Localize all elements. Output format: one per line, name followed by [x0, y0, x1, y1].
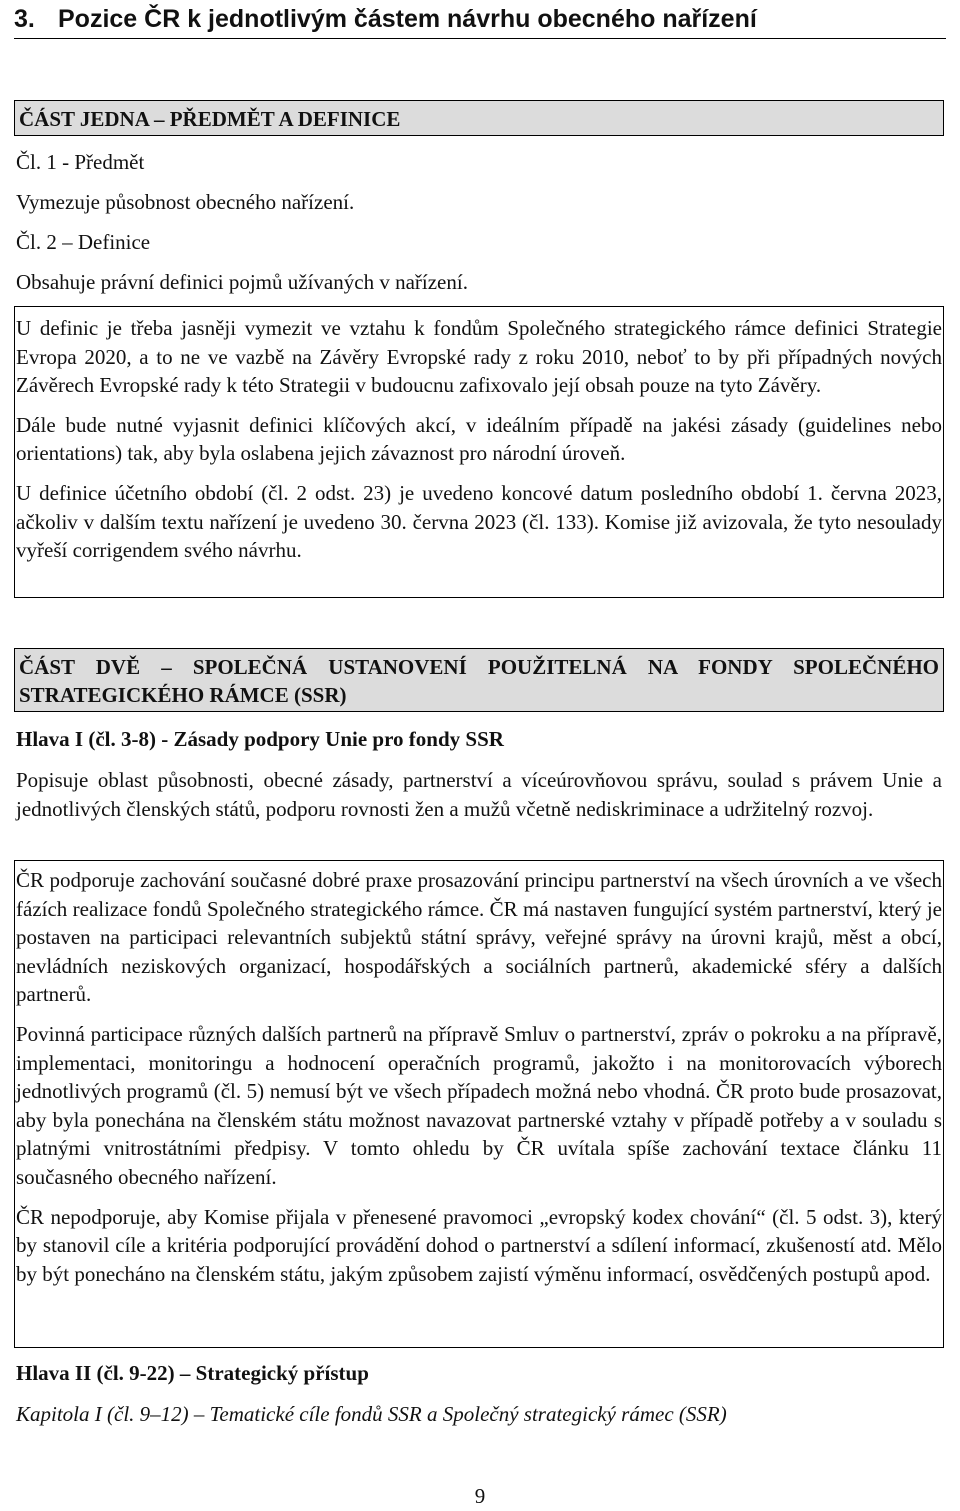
- position-paragraph: ČR nepodporuje, aby Komise přijala v přenesené pravomoci „evropský kodex chování“ (čl. 5 odst. 3), který by stanovil cíle a kritéria podporující provádění dohod o partnerství a sdílení informací, zkušeností atd. Mělo by být ponecháno na členském státu, jakým způsobem zajistí výměnu informací, osvědčených postupů apod.: [16, 1204, 942, 1286]
- part-one-heading: [14, 100, 944, 136]
- chapter-number: 3.: [14, 5, 35, 33]
- article-2-title: Čl. 2 – Definice: [16, 230, 151, 254]
- title-two: [16, 1359, 942, 1388]
- title-one-heading: Hlava I (čl. 3-8) - Zásady podpory Unie pro fondy SSR: [16, 727, 504, 751]
- article-1-text: Vymezuje působnost obecného nařízení.: [16, 190, 355, 214]
- part-two-heading: [14, 648, 944, 712]
- article-2-text: Obsahuje právní definici pojmů užívaných v nařízení.: [16, 270, 468, 294]
- position-paragraph: U definic je třeba jasněji vymezit ve vztahu k fondům Společného strategického rámce definici Strategie Evropa 2020, a to ne ve vazbě na Závěry Evropské rady z roku 2010, neboť to by při případných nových Závěrech Evropské rady k této Strategii v budoucnu zafixovalo její obsah pouze na tyto Závěry.: [16, 316, 942, 398]
- position-paragraph: U definice účetního období (čl. 2 odst. 23) je uvedeno koncové datum posledního období 1. června 2023, ačkoliv v dalším textu nařízení je uvedeno 30. června 2023 (čl. 133). Komise již avizovala, že tyto nesoulady vyřeší corrigendem svého návrhu.: [16, 480, 942, 563]
- title-one-description: [16, 766, 942, 823]
- chapter-one: [16, 1400, 942, 1429]
- chapter-title: Pozice ČR k jednotlivým částem návrhu obecného nařízení: [58, 5, 757, 33]
- title-one-text: Popisuje oblast působnosti, obecné zásady, partnerství a víceúrovňovou správu, soulad s právem Unie a jednotlivých členských států, podporu rovnosti žen a mužů včetně nediskriminace a udržitelný rozvoj.: [16, 768, 942, 821]
- definitions-position: [16, 314, 942, 565]
- article-1-title: Čl. 1 - Předmět: [16, 150, 145, 174]
- title-two-heading: Hlava II (čl. 9-22) – Strategický přístup: [16, 1361, 369, 1385]
- partnership-position: [16, 866, 942, 1288]
- chapter-heading: [14, 4, 946, 39]
- part-one-heading-text: ČÁST JEDNA – PŘEDMĚT A DEFINICE: [19, 107, 401, 131]
- part-two-heading-text: ČÁST DVĚ – SPOLEČNÁ USTANOVENÍ POUŽITELNÁ NA FONDY SPOLEČNÉHO STRATEGICKÉHO RÁMCE (SSR): [19, 655, 939, 707]
- chapter-one-heading: Kapitola I (čl. 9–12) – Tematické cíle fondů SSR a Společný strategický rámec (SSR): [16, 1402, 727, 1426]
- page-number: 9: [474, 1484, 486, 1508]
- position-paragraph: Dále bude nutné vyjasnit definici klíčových akcí, v ideálním případě na jakési zásady (guidelines nebo orientations) tak, aby byla oslabena jejich závaznost pro národní úroveň.: [16, 412, 942, 466]
- article-1: [16, 148, 942, 297]
- title-one: [16, 725, 942, 754]
- position-paragraph: Povinná participace různých dalších partnerů na přípravě Smluv o partnerství, zpráv o pokroku a na přípravě, implementaci, monitoringu a hodnocení operačních programů, jakožto i na monitorovacích výborech jednotlivých programů (čl. 5) nemusí být ve všech případech možná nebo vhodná. ČR proto bude prosazovat, aby byla ponechána na členském státu možnost navazovat partnerské vztahy v případě potřeby a v souladu s platnými vnitrostátními předpisy. V tomto ohledu by ČR uvítala spíše zachování textace článku 11 současného obecného nařízení.: [16, 1021, 942, 1189]
- position-paragraph: ČR podporuje zachování současné dobré praxe prosazování principu partnerství na všech úrovních a ve všech fázích realizace fondů Společného strategického rámce. ČR má nastaven fungující systém partnerství, který je postaven na participaci relevantních subjektů státní správy, veřejné správy na úrovni krajů, měst a obcí, nevládních neziskových organizací, hospodářských a sociálních partnerů, akademické sféry a dalších partnerů.: [16, 868, 942, 1007]
